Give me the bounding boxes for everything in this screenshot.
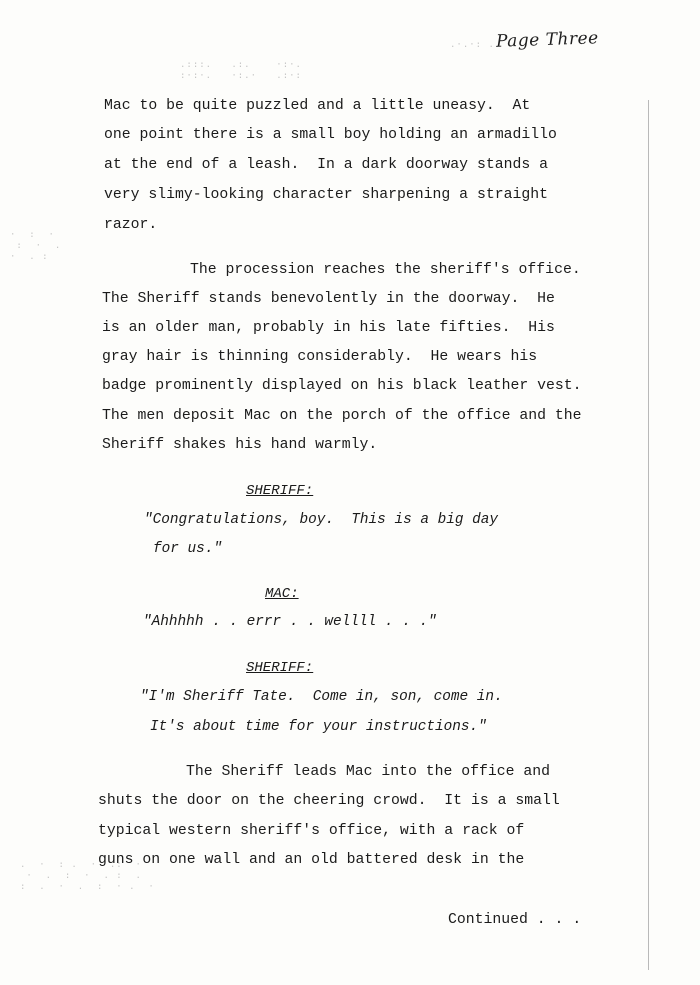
dialogue-line: "Ahhhhh . . errr . . wellll . . ." (143, 614, 437, 630)
paragraph-line: shuts the door on the cheering crowd. It is a small (98, 793, 560, 809)
paragraph-line: razor. (104, 217, 158, 233)
dialogue-line: It's about time for your instructions." (150, 719, 487, 735)
paragraph-line: The men deposit Mac on the porch of the office and the (102, 408, 582, 424)
dialogue-line: for us." (153, 541, 223, 557)
paragraph-line: guns on one wall and an old battered desk in the (98, 852, 525, 868)
paragraph-line: Mac to be quite puzzled and a little uneasy. At (104, 98, 531, 114)
speaker-cue: SHERIFF: (246, 660, 314, 676)
scan-noise: · : · : · . · . : (10, 230, 62, 262)
page-edge-line (648, 100, 649, 970)
continued-marker: Continued . . . (448, 912, 582, 928)
scan-noise: .:::. .:. ·:·. :·:·. ·:.· .:·: (180, 60, 302, 81)
paragraph-line: The Sheriff leads Mac into the office and (186, 764, 551, 780)
paragraph-line: is an older man, probably in his late fifties. His (102, 320, 555, 336)
scan-noise: .·.·: .. (450, 40, 502, 50)
speaker-cue: SHERIFF: (246, 483, 314, 499)
page-number-label: Page Three (495, 28, 600, 52)
paragraph-line: gray hair is thinning considerably. He wears his (102, 349, 538, 365)
paragraph-line: at the end of a leash. In a dark doorway stands a (104, 157, 548, 173)
speaker-cue: MAC: (265, 586, 299, 602)
paragraph-line: very slimy-looking character sharpening a straight (104, 187, 548, 203)
paragraph-line: Sheriff shakes his hand warmly. (102, 437, 378, 453)
paragraph-line: one point there is a small boy holding an armadillo (104, 127, 557, 143)
paragraph-line: The procession reaches the sheriff's office. (190, 262, 581, 278)
paragraph-line: badge prominently displayed on his black leather vest. (102, 378, 582, 394)
paragraph-line: The Sheriff stands benevolently in the doorway. He (102, 291, 555, 307)
paragraph-line: typical western sheriff's office, with a rack of (98, 823, 525, 839)
dialogue-line: "Congratulations, boy. This is a big day (144, 512, 499, 528)
dialogue-line: "I'm Sheriff Tate. Come in, son, come in. (140, 689, 503, 705)
scan-noise: . · : . · .: · · . : · . : . : . · . : · . · (20, 860, 155, 892)
